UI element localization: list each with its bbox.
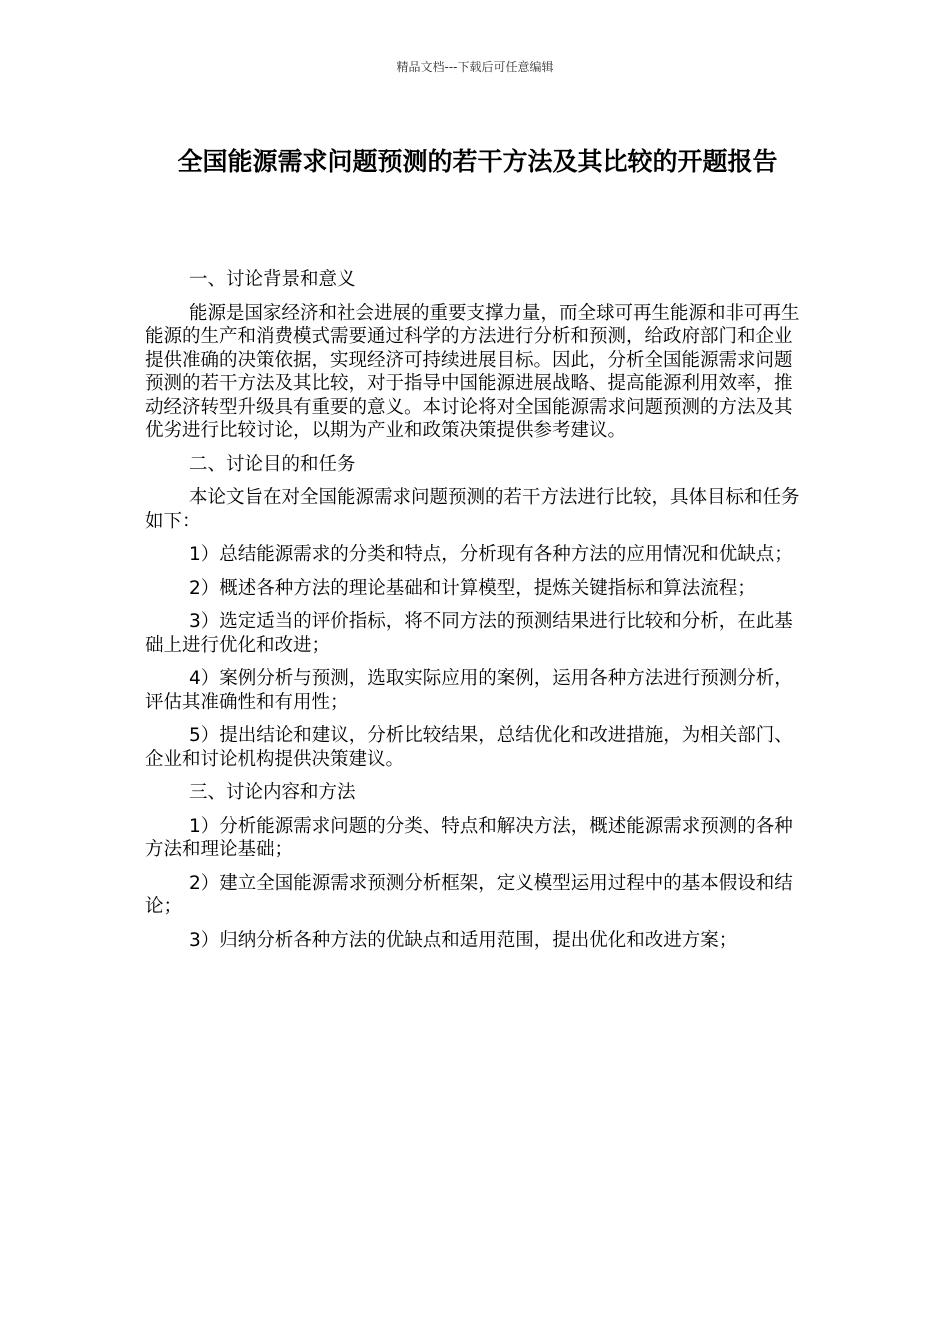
document-body: [145, 268, 810, 962]
paragraph-objectives-intro: 本论文旨在对全国能源需求问题预测的若干方法进行比较，具体目标和任务如下：: [145, 487, 800, 532]
list-item-method-3: 3）归纳分析各种方法的优缺点和适用范围，提出优化和改进方案；: [189, 929, 738, 951]
list-item-objective-4: 4）案例分析与预测，选取实际应用的案例，运用各种方法进行预测分析，评估其准确性和有用性；: [145, 668, 793, 713]
list-item-method-1: 1）分析能源需求问题的分类、特点和解决方法，概述能源需求预测的各种方法和理论基础；: [145, 815, 793, 860]
section-heading-methods: 三、讨论内容和方法: [189, 782, 356, 803]
list-item-objective-1: 1）总结能源需求的分类和特点，分析现有各种方法的应用情况和优缺点；: [189, 544, 793, 565]
page-header-note: 精品文档---下载后可任意编辑: [396, 60, 554, 74]
section-heading-background: 一、讨论背景和意义: [189, 269, 356, 290]
list-item-objective-2: 2）概述各种方法的理论基础和计算模型，提炼关键指标和算法流程；: [189, 577, 756, 599]
list-item-method-2: 2）建立全国能源需求预测分析框架，定义模型运用过程中的基本假设和结论；: [145, 872, 793, 917]
section-heading-objectives: 二、讨论目的和任务: [189, 453, 356, 475]
paragraph-background: 能源是国家经济和社会进展的重要支撑力量，而全球可再生能源和非可再生能源的生产和消费模式需要通过科学的方法进行分析和预测，给政府部门和企业提供准确的决策依据，实现经济可持续进展目标。因此，分析全国能源需求问题预测的若干方法及其比较，对于指导中国能源进展战略、提高能源利用效率，推动经济转型升级具有重要的意义。本讨论将对全国能源需求问题预测的方法及其优劣进行比较讨论，以期为产业和政策决策提供参考建议。: [145, 302, 800, 441]
list-item-objective-5: 5）提出结论和建议，分析比较结果，总结优化和改进措施，为相关部门、企业和讨论机构提供决策建议。: [145, 725, 793, 770]
document-title: 全国能源需求问题预测的若干方法及其比较的开题报告: [177, 147, 778, 176]
list-item-objective-3: 3）选定适当的评价指标，将不同方法的预测结果进行比较和分析，在此基础上进行优化和改进；: [145, 611, 793, 656]
